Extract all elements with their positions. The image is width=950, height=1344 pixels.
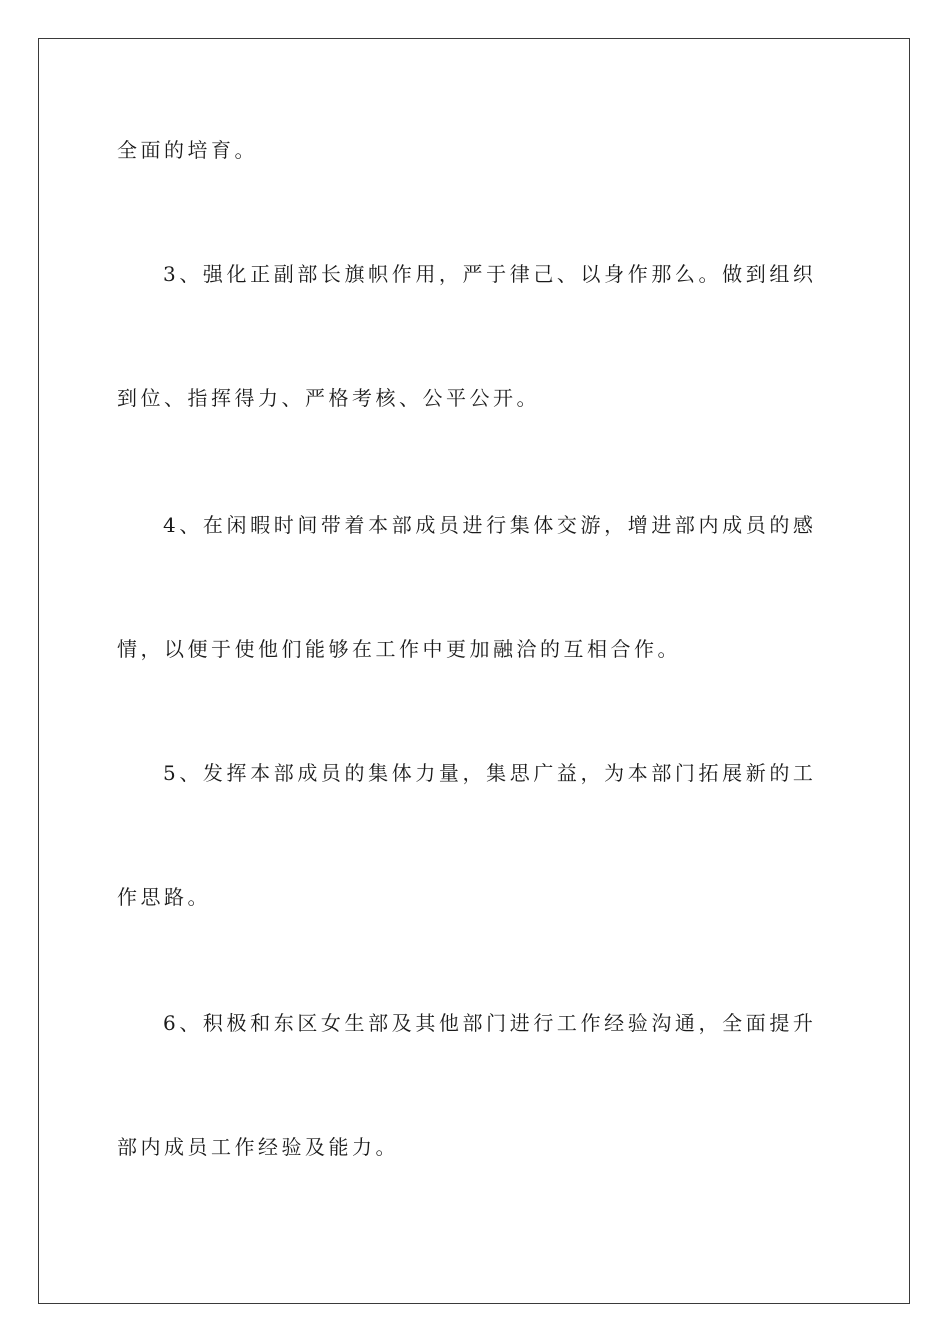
page-border bbox=[38, 38, 910, 1304]
item-4-line-1: 4、在闲暇时间带着本部成员进行集体交游，增进部内成员的感 bbox=[163, 513, 817, 537]
text-line-1: 全面的培育。 bbox=[117, 138, 258, 162]
item-4-line-2: 情，以便于使他们能够在工作中更加融洽的互相合作。 bbox=[117, 637, 681, 661]
item-5-line-2: 作思路。 bbox=[117, 885, 211, 909]
item-6-line-1: 6、积极和东区女生部及其他部门进行工作经验沟通，全面提升 bbox=[163, 1011, 817, 1035]
item-3-line-2: 到位、指挥得力、严格考核、公平公开。 bbox=[117, 386, 540, 410]
item-5-line-1: 5、发挥本部成员的集体力量，集思广益，为本部门拓展新的工 bbox=[163, 761, 817, 785]
item-3-line-1: 3、强化正副部长旗帜作用，严于律己、以身作那么。做到组织 bbox=[163, 262, 817, 286]
item-6-line-2: 部内成员工作经验及能力。 bbox=[117, 1135, 399, 1159]
